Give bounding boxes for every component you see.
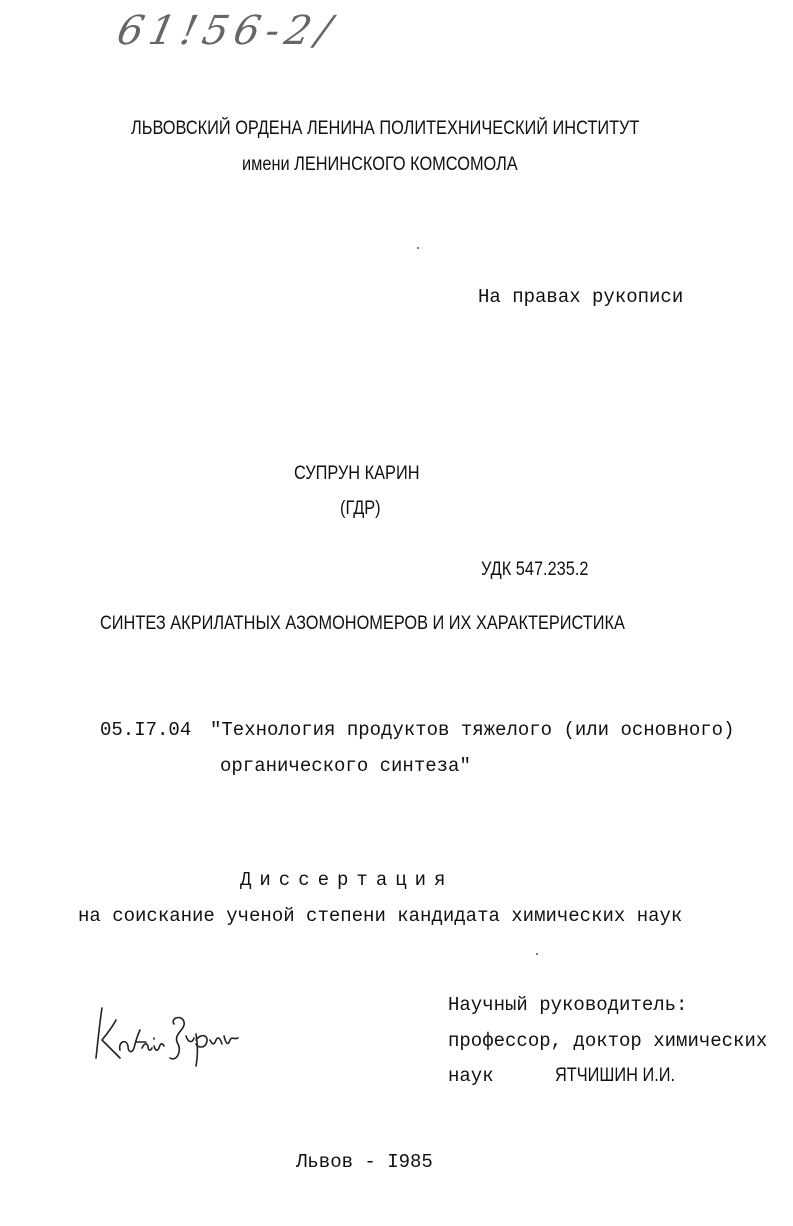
scan-speck bbox=[417, 247, 419, 249]
supervisor-degree-suffix: наук bbox=[448, 1065, 494, 1087]
thesis-title: СИНТЕЗ АКРИЛАТНЫХ АЗОМОНОМЕРОВ И ИХ ХАРАКТЕРИСТИКА bbox=[100, 613, 625, 634]
scan-speck bbox=[536, 953, 538, 955]
specialty-name-line-1: "Технология продуктов тяжелого (или основного) bbox=[210, 719, 735, 741]
institution-line-2: имени ЛЕНИНСКОГО КОМСОМОЛА bbox=[242, 154, 518, 175]
manuscript-rights-note: На правах рукописи bbox=[478, 286, 684, 308]
institution-line-1: ЛЬВОВСКИЙ ОРДЕНА ЛЕНИНА ПОЛИТЕХНИЧЕСКИЙ ИНСТИТУТ bbox=[131, 118, 640, 139]
specialty-code: 05.I7.04 bbox=[100, 719, 192, 741]
specialty-name-line-2: органического синтеза" bbox=[220, 755, 471, 777]
thesis-purpose: на соискание ученой степени кандидата химических наук bbox=[78, 905, 683, 927]
supervisor-heading: Научный руководитель: bbox=[448, 994, 688, 1016]
udc-code: УДК 547.235.2 bbox=[481, 559, 589, 580]
supervisor-title: профессор, доктор химических bbox=[448, 1030, 768, 1052]
supervisor-name: ЯТЧИШИН И.И. bbox=[555, 1065, 676, 1086]
thesis-type: Диссертация bbox=[240, 869, 454, 891]
place-and-year: Львов - I985 bbox=[296, 1151, 433, 1173]
author-name: СУПРУН КАРИН bbox=[294, 463, 420, 484]
author-signature bbox=[92, 1000, 262, 1070]
author-country: (ГДР) bbox=[340, 498, 381, 519]
archive-handwritten-mark: 61!56-2/ bbox=[113, 8, 342, 54]
